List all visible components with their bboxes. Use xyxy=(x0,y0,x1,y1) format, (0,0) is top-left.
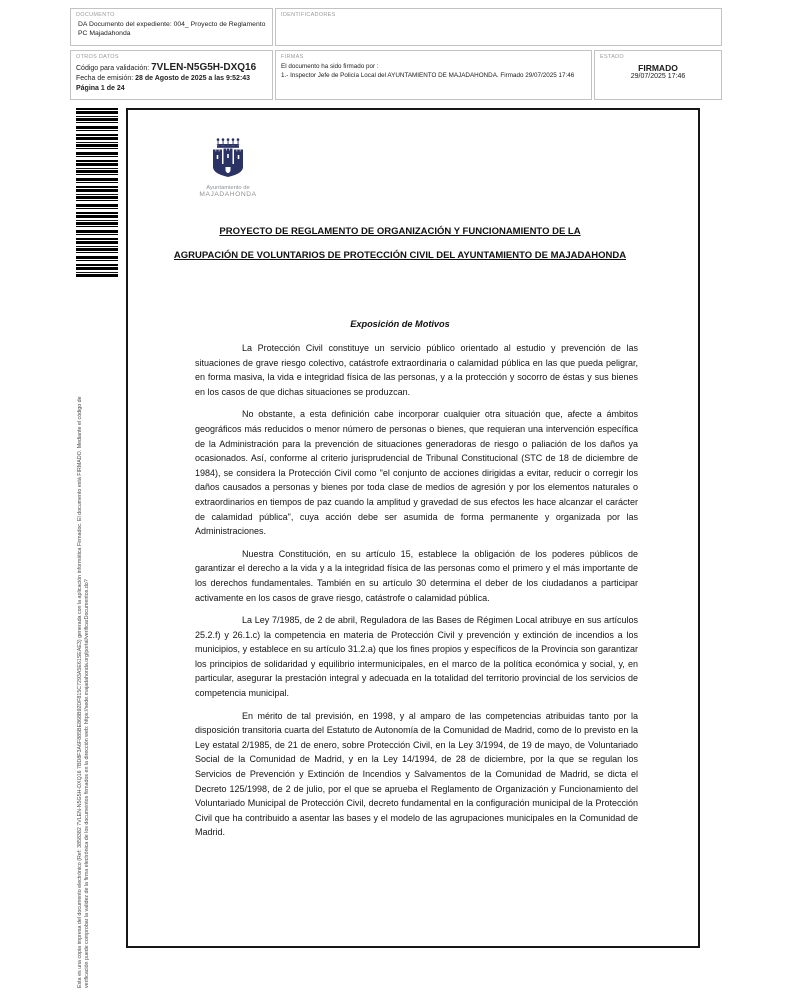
verification-line2: verificación puede comprobar la validez de la firma electrónica de los documentos firmados en la dirección web: https://sede.majadahonda.org/portal/verificarDocumentos.do? xyxy=(83,579,90,988)
logo-org-line2: MAJADAHONDA xyxy=(199,191,257,198)
header-cell-firmas xyxy=(275,50,592,100)
document-paragraphs xyxy=(195,341,638,848)
paragraph: En mérito de tal previsión, en 1998, y al amparo de las competencias atribuidas tanto por la disposición transitoria cuarta del Estatuto de Autonomía de la Comunidad de Madrid, como de lo previsto en la Ley estatal 2/1985, de 21 de enero, sobre Protección Civil, en la Ley 3/1994, de 19 de mayo, de Voluntariado Social de la Comunidad de Madrid, y en la Ley 14/1994, de 28 de diciembre, por la que se regulan los Servicios de Prevención y Extinción de Incendios y Salvamentos de la Comunidad de Madrid, se dicta el Decreto 125/1998, de 2 de julio, por el que se aprueba el Reglamento de Organización y Funcionamiento del Voluntariado Municipal de Protección Civil, decreto fundamental en la configuración municipal de la Protección Civil que ha contribuido a asentar las bases y el modelo de las agrupaciones municipales en la Comunidad de Madrid. xyxy=(195,710,638,838)
emission-date-line xyxy=(76,74,267,84)
paragraph: La Ley 7/1985, de 2 de abril, Reguladora de las Bases de Régimen Local atribuye en sus artículos 25.2.f) y 26.1.c) la competencia en materia de Protección Civil y prevención y extinción de incendios a los municipios, y establece en su artículo 31.2.a) que los fines propios y específicos de la Provincia son garantizar los principios de solidaridad y equilibrio intermunicipales, en el marco de la política económica y social, y, en particular, asegurar la prestación integral y adecuada en la totalidad del territorio provincial de los servicios de competencia municipal. xyxy=(195,615,638,699)
firmas-line1: El documento ha sido firmado por : xyxy=(281,63,379,70)
barcode xyxy=(76,108,118,278)
header-cell-estado xyxy=(594,50,722,100)
coat-of-arms-icon xyxy=(211,138,245,178)
firmas-label: FIRMAS xyxy=(281,54,304,60)
logo-org-line1: Ayuntamiento de xyxy=(206,185,250,191)
paragraph: No obstante, a esta definición cabe incorporar cualquier otra situación que, afecte a ámbitos geográficos más reducidos o menor número de personas o bienes, que requieran una intervención específica de la Administración para la prevención de situaciones generadoras de riesgo o paliación de los daños ya ocasionados. Así, conforme al criterio jurisprudencial de Tribunal Constitucional (STC de 18 de diciembre de 1984), se considera la Protección Civil como "el conjunto de acciones dirigidas a evitar, reducir o corregir los daños causados a personas y bienes por toda clase de medios de agresión y por los elementos naturales o extraordinarios en tiempos de paz cuando la amplitud y gravedad de sus efectos les hace alcanzar el carácter de calamidad pública", cuya acción debe ser asumida de forma permanente y organizada por las Administraciones. xyxy=(195,409,638,537)
verification-line1: Esta es una copia impresa del documento electrónico (Ref: 3858382 7VLEN-N5G5H-DXQ16 7BD8F3A6F885BE868B92DF815C7293A5E61SEAE3) generada con la aplicación informática Firmadoc. El documento está FIRMADO. Mediante el código de xyxy=(77,396,83,988)
emission-date-label: Fecha de emisión: xyxy=(76,75,136,82)
municipality-logo xyxy=(180,138,276,198)
header-cell-documento xyxy=(70,8,273,46)
paragraph: La Protección Civil constituye un servicio público orientado al estudio y prevención de las situaciones de grave riesgo colectivo, catástrofe extraordinaria o calamidad pública en las que pueda peligrar, en forma masiva, la vida e integridad física de las personas, y a la protección y socorro de éstas y sus bienes en los casos de que dichas situaciones se produzcan. xyxy=(195,343,638,397)
status-datetime: 29/07/2025 17:46 xyxy=(630,73,686,80)
validation-code-value: 7VLEN-N5G5H-DXQ16 xyxy=(151,62,257,73)
emission-date-value: 28 de Agosto de 2025 a las 9:52:43 xyxy=(135,75,251,82)
header-cell-identificadores xyxy=(275,8,722,46)
documento-label: DOCUMENTO xyxy=(76,12,115,18)
paragraph: Nuestra Constitución, en su artículo 15, establece la obligación de los poderes públicos de garantizar el derecho a la vida y a la integridad física de las personas como el primero y el más importante de los derechos fundamentales. También en su artículo 30 determina el deber de los ciudadanos a participar activamente en los casos de grave riesgo, catástrofe o calamidad pública. xyxy=(195,548,638,603)
header-cell-otros-datos xyxy=(70,50,273,100)
documento-content: DA Documento del expediente: 004_ Proyecto de Reglamento PC Majadahonda xyxy=(78,21,266,37)
document-title-line1: PROYECTO DE REGLAMENTO DE ORGANIZACIÓN Y FUNCIONAMIENTO DE LA xyxy=(219,226,581,237)
firmas-line2: 1.- Inspector Jefe de Policía Local del AYUNTAMIENTO DE MAJADAHONDA. Firmado 29/07/2025 17:46 xyxy=(281,71,575,79)
page-indicator: Página 1 de 24 xyxy=(76,85,125,92)
document-title-line2: AGRUPACIÓN DE VOLUNTARIOS DE PROTECCIÓN CIVIL DEL AYUNTAMIENTO DE MAJADAHONDA xyxy=(173,250,627,261)
validation-code-line xyxy=(76,63,267,74)
verification-sidebar-text xyxy=(77,298,91,988)
identificadores-label: IDENTIFICADORES xyxy=(281,12,336,18)
validation-code-label: Código para validación: xyxy=(76,65,152,72)
estado-label: ESTADO xyxy=(600,54,625,60)
otros-datos-label: OTROS DATOS xyxy=(76,54,119,60)
status-badge: FIRMADO xyxy=(638,63,678,73)
section-heading: Exposición de Motivos xyxy=(350,319,450,329)
